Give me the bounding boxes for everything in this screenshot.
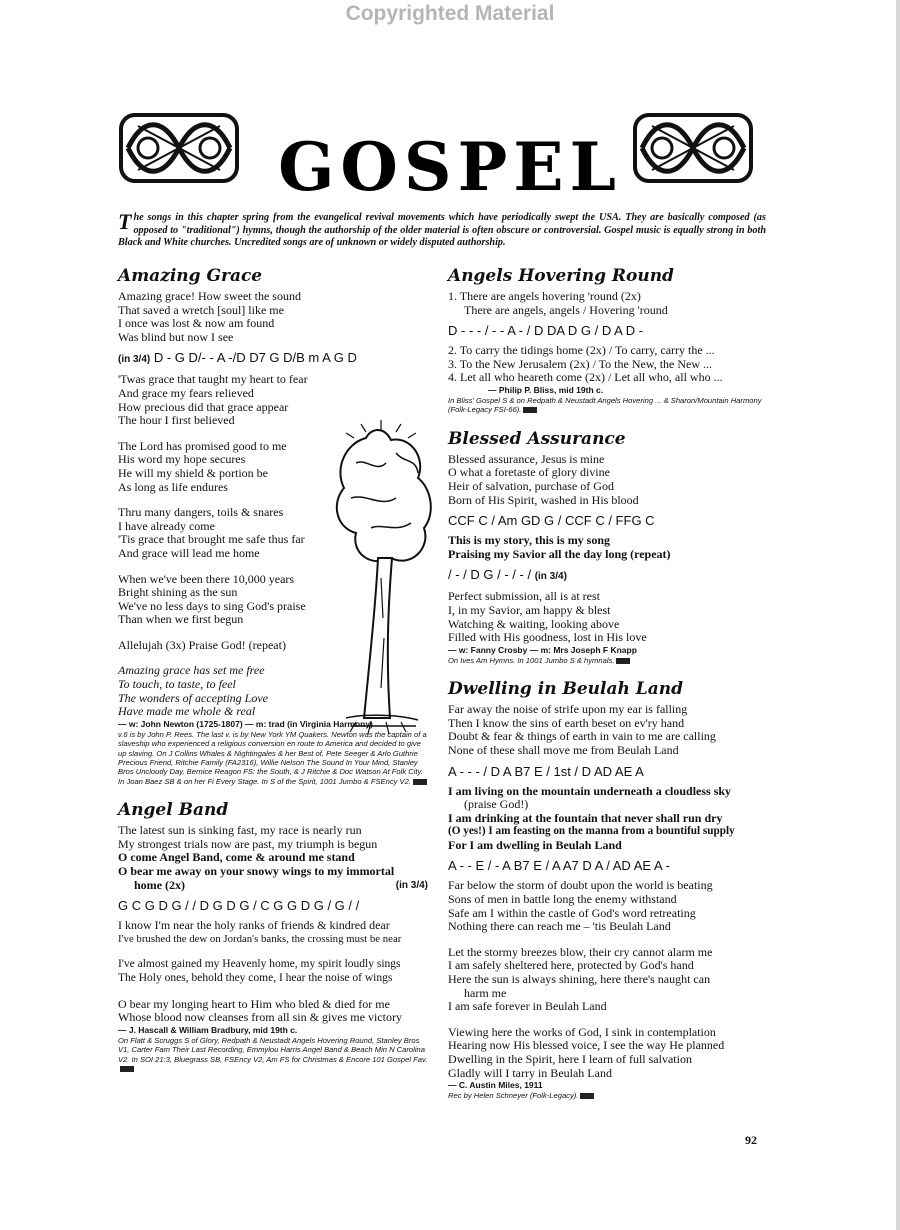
- lyric-line: My strongest trials now are past, my triumph is begun: [118, 836, 378, 851]
- chorus-line: This is my story, this is my song: [448, 533, 611, 548]
- song-title: Dwelling in Beulah Land: [448, 679, 683, 700]
- tree-illustration: [326, 418, 436, 738]
- lyric-line: Perfect submission, all is at rest: [448, 589, 600, 604]
- lyric-line: The Holy ones, behold they come, I hear the noise of wings: [118, 972, 393, 985]
- chorus-line: (O yes!) I am feasting on the manna from a bountiful supply: [448, 825, 735, 838]
- song-credit: — C. Austin Miles, 1911: [448, 1080, 543, 1091]
- time-signature: (in 3/4): [118, 354, 151, 366]
- lyric-line: Blessed assurance, Jesus is mine: [448, 451, 605, 466]
- lyric-line: The hour I first believed: [118, 413, 235, 428]
- song-note: Rec by Helen Schneyer (Folk-Legacy).: [448, 1091, 770, 1100]
- song-title: Angel Band: [118, 800, 229, 821]
- badge-icon: [120, 1066, 134, 1072]
- lyric-line: Heir of salvation, purchase of God: [448, 478, 614, 493]
- song-note: v.6 is by John P. Rees. The last v. is by New York YM Quakers. Newton was the captain of a slaveship who experienced a religious conversion en route to America and decided to give up slaving. On J Collins Whales & Nightingales & her Best of, Pete Seeger & Arlo Guthrie Precious Friend, Ritchie Family (FA2316), Willie Nelson The Sound In Your Mind, Stanley Bros Uncloudy Day, Bernice Reagon FS: the South, & J Ritchie & Doc Watson At Folk City. In Joan Baez SB & on her Fi Every Stage. In S of the Spirit, 1001 Jumbo & FSEncy V2.: [118, 729, 427, 786]
- page-edge: [896, 0, 900, 1230]
- song-angels-hovering-round: [448, 266, 770, 415]
- badge-icon: [523, 407, 537, 413]
- lyric-line: That saved a wretch [soul] like me: [118, 302, 284, 317]
- lyric-line: 2. To carry the tidings home (2x) / To carry, carry the ...: [448, 343, 715, 358]
- lyric-line: Filled with His goodness, lost in His love: [448, 630, 647, 645]
- lyric-line: Let the stormy breezes blow, their cry cannot alarm me: [448, 944, 713, 959]
- lyric-line: Sons of men in battle long the enemy withstand: [448, 892, 677, 907]
- lyric-line: Gladly will I tarry in Beulah Land: [448, 1065, 612, 1080]
- song-title: Amazing Grace: [118, 266, 263, 286]
- chord-line: A - - - / D A B7 E / 1st / D AD AE A: [448, 763, 644, 779]
- badge-icon: [580, 1093, 594, 1099]
- chorus-line: O come Angel Band, come & around me stand: [118, 850, 355, 865]
- lyric-line: I've brushed the dew on Jordan's banks, the crossing must be near: [118, 932, 402, 945]
- lyric-line: 1. There are angels hovering 'round (2x): [448, 289, 641, 303]
- lyric-line: Doubt & fear & things of earth in vain to me are calling: [448, 729, 716, 744]
- chord-line: CCF C / Am GD G / CCF C / FFG C: [448, 513, 655, 529]
- song-credit: — w: Fanny Crosby — m: Mrs Joseph F Knapp: [448, 644, 637, 655]
- lyric-line: Far away the noise of strife upon my ear is falling: [448, 702, 688, 717]
- lyric-line: Bright shining as the sun: [118, 585, 238, 600]
- lyric-line: Far below the storm of doubt upon the world is beating: [448, 878, 713, 893]
- lyric-line: Was blind but now I see: [118, 329, 234, 344]
- lyric-line: Amazing grace! How sweet the sound: [118, 289, 301, 303]
- chord-line: [118, 349, 428, 368]
- lyric-line: None of these shall move me from Beulah Land: [448, 742, 679, 757]
- chorus-line: Praising my Savior all the day long (repeat): [448, 546, 671, 561]
- lyric-line: How precious did that grace appear: [118, 399, 289, 414]
- intro-dropcap: T: [118, 209, 132, 234]
- lyric-line: And grace will lead me home: [118, 545, 260, 560]
- badge-icon: [413, 779, 427, 785]
- lyric-line: The wonders of accepting Love: [118, 690, 268, 705]
- lyric-line: 4. Let all who heareth come (2x) / Let all who, all who ...: [448, 370, 723, 385]
- celtic-knot-ornament-right: [632, 112, 754, 184]
- song-credit: — J. Hascall & William Bradbury, mid 19th c.: [118, 1024, 298, 1035]
- page-number: 92: [745, 1133, 757, 1147]
- chorus-line: O bear me away on your snowy wings to my immortal: [118, 864, 395, 879]
- lyric-line: O bear my longing heart to Him who bled & died for me: [118, 996, 390, 1011]
- song-dwelling-in-beulah-land: [448, 679, 770, 1100]
- lyric-line: He will my shield & portion be: [118, 465, 268, 480]
- lyric-line: I am safely sheltered here, protected by God's hand: [448, 958, 694, 973]
- lyric-line: Have made me whole & real: [118, 704, 256, 719]
- lyric-line: I, in my Savior, am happy & blest: [448, 602, 611, 617]
- song-credit: — w: John Newton (1725-1807) — m: trad (in Virginia Harmony): [118, 718, 373, 729]
- chorus-line: I am living on the mountain underneath a cloudless sky: [448, 783, 732, 798]
- song-note: On Flatt & Scruggs S of Glory, Redpath & Neustadt Angels Hovering Round, Stanley Bros V1, Carter Fam Their Last Recording, Emmylou Harris Angel Band & Beach Min N Carolina V2. In SOI 21:3, Bluegrass SB, FSEncy V2, Am FS for Christmas & Encore 101 Gospel Fav.: [118, 1036, 428, 1074]
- lyric-line: Then I know the sins of earth beset on ev'ry hand: [448, 715, 685, 730]
- lyric-line: Born of His Spirit, washed in His blood: [448, 492, 639, 507]
- lyric-line: Whose blood now cleanses from all sin & gives me victory: [118, 1010, 402, 1025]
- chord-line: A - - E / - A B7 E / A A7 D A / AD AE A -: [448, 858, 670, 874]
- chord-line: G C G D G / / D G D G / C G G D G / G / /: [118, 898, 360, 914]
- song-note: On Ives Am Hymns. In 1001 Jumbo S & hymnals.: [448, 656, 770, 665]
- song-angel-band: [118, 800, 428, 1073]
- song-blessed-assurance: [448, 429, 770, 665]
- lyric-line: Safe am I within the castle of God's word retreating: [448, 905, 696, 920]
- lyric-line: harm me: [464, 985, 507, 1000]
- lyric-line: Dwelling in the Spirit, here I learn of full salvation: [448, 1052, 692, 1066]
- lyric-line: There are angels, angels / Hovering 'round: [464, 302, 668, 317]
- chorus-line: home (2x) (in 3/4): [134, 877, 428, 892]
- celtic-knot-ornament-left: [118, 112, 240, 184]
- lyric-line: I once was lost & now am found: [118, 316, 275, 331]
- chords: D - G D/- - A -/D D7 G D/B m A G D: [153, 350, 357, 366]
- chorus-line: I am drinking at the fountain that never shall run dry: [448, 810, 723, 825]
- badge-icon: [616, 658, 630, 664]
- lyric-line: As long as life endures: [118, 479, 228, 494]
- lyric-line: Thru many dangers, toils & snares: [118, 505, 284, 520]
- copyright-watermark: Copyrighted Material: [345, 2, 555, 25]
- lyric-line: 'Twas grace that taught my heart to fear: [118, 372, 308, 387]
- lyric-line: O what a foretaste of glory divine: [448, 465, 610, 480]
- lyric-line: The latest sun is sinking fast, my race is nearly run: [118, 823, 362, 838]
- alleluia-line: Allelujah (3x) Praise God! (repeat): [118, 637, 286, 652]
- chorus-line: For I am dwelling in Beulah Land: [448, 837, 622, 852]
- lyric-line: Watching & waiting, looking above: [448, 616, 620, 631]
- lyric-line: Here the sun is always shining, here there's naught can: [448, 972, 711, 987]
- lyric-line: The Lord has promised good to me: [118, 438, 287, 453]
- chord-line: / - / D G / - / - / (in 3/4): [448, 567, 567, 583]
- intro-text: he songs in this chapter spring from the evangelical revival movements which have periodically swept the USA. They are basically composed (as opposed to "traditional") hymns, though the authorship of the older material is often obscure or controversial. Gospel music is equally strong in both Black and White churches. Uncredited songs are of unknown or widely disputed authorship.: [118, 212, 766, 249]
- lyric-line: Amazing grace has set me free: [118, 663, 265, 678]
- chord-line: D - - - / - - A - / D DA D G / D A D -: [448, 323, 644, 339]
- lyric-line: We've no less days to sing God's praise: [118, 598, 306, 613]
- chapter-intro: [118, 209, 766, 250]
- song-credit: — Philip P. Bliss, mid 19th c.: [488, 384, 604, 395]
- lyric-line: I have already come: [118, 518, 215, 533]
- song-note: In Bliss' Gospel S & on Redpath & Neustadt Angels Hovering ... & Sharon/Mountain Harmony (Folk-Legacy FSI-66).: [448, 395, 762, 415]
- lyric-line: Than when we first begun: [118, 612, 244, 627]
- lyric-line: When we've been there 10,000 years: [118, 571, 295, 586]
- lyric-line: 'Tis grace that brought me safe thus far: [118, 532, 305, 547]
- song-title: Angels Hovering Round: [448, 266, 674, 286]
- song-title: Blessed Assurance: [448, 428, 626, 449]
- lyric-line: I know I'm near the holy ranks of friends & kindred dear: [118, 918, 390, 933]
- lyric-line: To touch, to taste, to feel: [118, 677, 236, 692]
- right-column: [448, 266, 770, 1115]
- chapter-title: GOSPEL: [278, 128, 622, 206]
- lyric-line: I am safe forever in Beulah Land: [448, 999, 607, 1014]
- lyric-line: Hearing now His blessed voice, I see the way He planned: [448, 1038, 725, 1053]
- lyric-line: Nothing there can reach me – 'tis Beulah Land: [448, 919, 671, 934]
- lyric-line: 3. To the New Jerusalem (2x) / To the New, the New ...: [448, 356, 713, 371]
- lyric-line: His word my hope secures: [118, 452, 246, 467]
- lyric-line: Viewing here the works of God, I sink in contemplation: [448, 1024, 716, 1039]
- chorus-line: (praise God!): [464, 797, 529, 812]
- lyric-line: I've almost gained my Heavenly home, my spirit loudly sings: [118, 958, 401, 971]
- lyric-line: And grace my fears relieved: [118, 385, 254, 400]
